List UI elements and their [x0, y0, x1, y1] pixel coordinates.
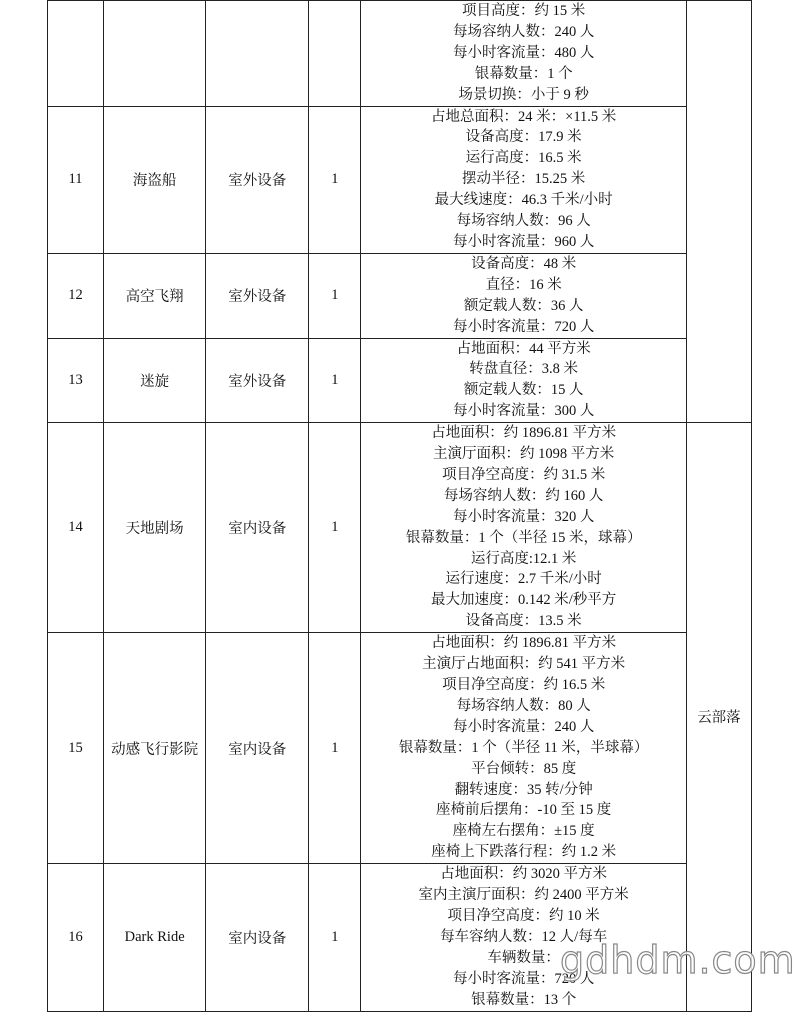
item-type-cell: 室内设备 — [206, 864, 309, 1011]
item-type-cell: 室外设备 — [206, 338, 309, 423]
item-type-cell: 室外设备 — [206, 253, 309, 338]
spec-line: 项目净空高度：约 10 米 — [447, 907, 600, 924]
spec-line: 项目高度：约 15 米 — [462, 3, 586, 19]
spec-cell — [361, 423, 686, 633]
spec-line: 每小时客流量：320 人 — [452, 508, 595, 525]
quantity-cell: 1 — [309, 338, 361, 423]
spec-line: 每场容纳人数：约 160 人 — [443, 487, 604, 504]
row-number-cell: 11 — [48, 106, 104, 253]
spec-line: 占地面积：44 平方米 — [456, 340, 591, 357]
spec-line: 平台倾转：85 度 — [471, 760, 577, 777]
spec-line: 银幕数量：1 个 — [474, 65, 573, 82]
item-name-cell — [104, 1, 206, 107]
row-number-cell: 14 — [48, 423, 104, 633]
item-type-cell — [206, 1, 309, 107]
spec-line: 座椅上下跌落行程：约 1.2 米 — [431, 844, 617, 861]
spec-line: 设备高度：13.5 米 — [465, 613, 582, 630]
table-row — [48, 338, 752, 423]
spec-line: 运行高度：16.5 米 — [465, 150, 582, 167]
item-type-cell: 室内设备 — [206, 423, 309, 633]
spec-line: 最大线速度：46.3 千米/小时 — [434, 192, 613, 209]
spec-line: 主演厅面积：约 1098 平方米 — [433, 446, 615, 463]
spec-line: 额定载人数：36 人 — [463, 297, 584, 314]
spec-line: 占地总面积：24 米：×11.5 米 — [431, 108, 617, 125]
spec-line: 银幕数量：13 个 — [471, 991, 577, 1008]
quantity-cell: 1 — [309, 253, 361, 338]
spec-line: 室内主演厅面积：约 2400 平方米 — [418, 887, 629, 904]
spec-cell — [361, 253, 686, 338]
item-name-cell: 迷旋 — [104, 338, 206, 423]
quantity-cell: 1 — [309, 864, 361, 1011]
spec-line: 翻转速度：35 转/分钟 — [454, 781, 593, 798]
row-number-cell: 15 — [48, 633, 104, 864]
quantity-cell: 1 — [309, 423, 361, 633]
spec-line: 每小时客流量：300 人 — [452, 403, 595, 420]
spec-line: 每场容纳人数：80 人 — [456, 697, 591, 714]
spec-line: 直径：16 米 — [485, 276, 562, 293]
spec-line: 每车容纳人数：12 人/每车 — [440, 928, 608, 945]
spec-line: 额定载人数：15 人 — [463, 382, 584, 399]
equipment-table-body — [48, 1, 752, 1012]
spec-cell — [361, 633, 686, 864]
spec-line: 座椅前后摆角：-10 至 15 度 — [436, 802, 612, 819]
item-type-cell: 室外设备 — [206, 106, 309, 253]
spec-line: 每小时客流量：960 人 — [452, 233, 595, 250]
spec-line: 项目净空高度：约 16.5 米 — [442, 677, 606, 693]
row-number-cell: 16 — [48, 864, 104, 1011]
spec-line: 座椅左右摆角：±15 度 — [452, 823, 595, 840]
spec-line: 银幕数量：1 个（半径 11 米，半球幕） — [398, 739, 649, 756]
spec-line: 占地面积：约 1896.81 平方米 — [431, 425, 617, 442]
spec-line: 银幕数量：1 个（半径 15 米，球幕） — [405, 529, 642, 546]
spec-line: 占地面积：约 1896.81 平方米 — [431, 635, 617, 652]
spec-line: 每场容纳人数：240 人 — [452, 23, 595, 40]
spec-line: 每小时客流量：480 人 — [452, 44, 595, 61]
spec-line: 每小时客流量：720 人 — [452, 318, 595, 335]
spec-line: 每场容纳人数：96 人 — [456, 213, 591, 230]
table-row — [48, 106, 752, 253]
row-number-cell: 12 — [48, 253, 104, 338]
spec-line: 运行高度:12.1 米 — [470, 550, 577, 567]
spec-cell — [361, 106, 686, 253]
group-cell-bottom: 云部落 — [686, 423, 751, 1011]
spec-line: 每小时客流量：240 人 — [452, 718, 595, 735]
quantity-cell — [309, 1, 361, 107]
table-row — [48, 864, 752, 1011]
spec-line: 每小时客流量：720 人 — [452, 970, 595, 987]
row-number-cell: 13 — [48, 338, 104, 423]
group-cell-top — [686, 1, 751, 423]
quantity-cell: 1 — [309, 106, 361, 253]
table-row — [48, 423, 752, 633]
spec-line: 项目净空高度：约 31.5 米 — [442, 466, 606, 483]
spec-line: 设备高度：48 米 — [471, 255, 577, 272]
spec-line: 转盘直径：3.8 米 — [469, 361, 579, 378]
spec-line: 摆动半径：15.25 米 — [462, 171, 586, 188]
quantity-cell: 1 — [309, 633, 361, 864]
spec-line: 运行速度：2.7 千米/小时 — [445, 571, 602, 588]
item-name-cell: 海盗船 — [104, 106, 206, 253]
spec-line: 设备高度：17.9 米 — [465, 129, 582, 146]
table-row — [48, 633, 752, 864]
item-type-cell: 室内设备 — [206, 633, 309, 864]
table-row — [48, 1, 752, 107]
item-name-cell: 高空飞翔 — [104, 253, 206, 338]
spec-line: 主演厅占地面积：约 541 平方米 — [422, 656, 626, 673]
watermark: gdhdm.com — [560, 938, 796, 982]
spec-line: 最大加速度：0.142 米/秒平方 — [431, 592, 617, 609]
spec-cell — [361, 1, 686, 107]
spec-cell — [361, 338, 686, 423]
equipment-table — [47, 0, 752, 1012]
spec-line: 车辆数量： — [487, 949, 560, 966]
spec-line: 场景切换：小于 9 秒 — [458, 86, 589, 103]
spec-line: 占地面积：约 3020 平方米 — [440, 866, 608, 883]
item-name-cell: 天地剧场 — [104, 423, 206, 633]
item-name-cell: 动感飞行影院 — [104, 633, 206, 864]
item-name-cell: Dark Ride — [104, 864, 206, 1011]
spec-cell — [361, 864, 686, 1011]
table-row — [48, 253, 752, 338]
row-number-cell — [48, 1, 104, 107]
